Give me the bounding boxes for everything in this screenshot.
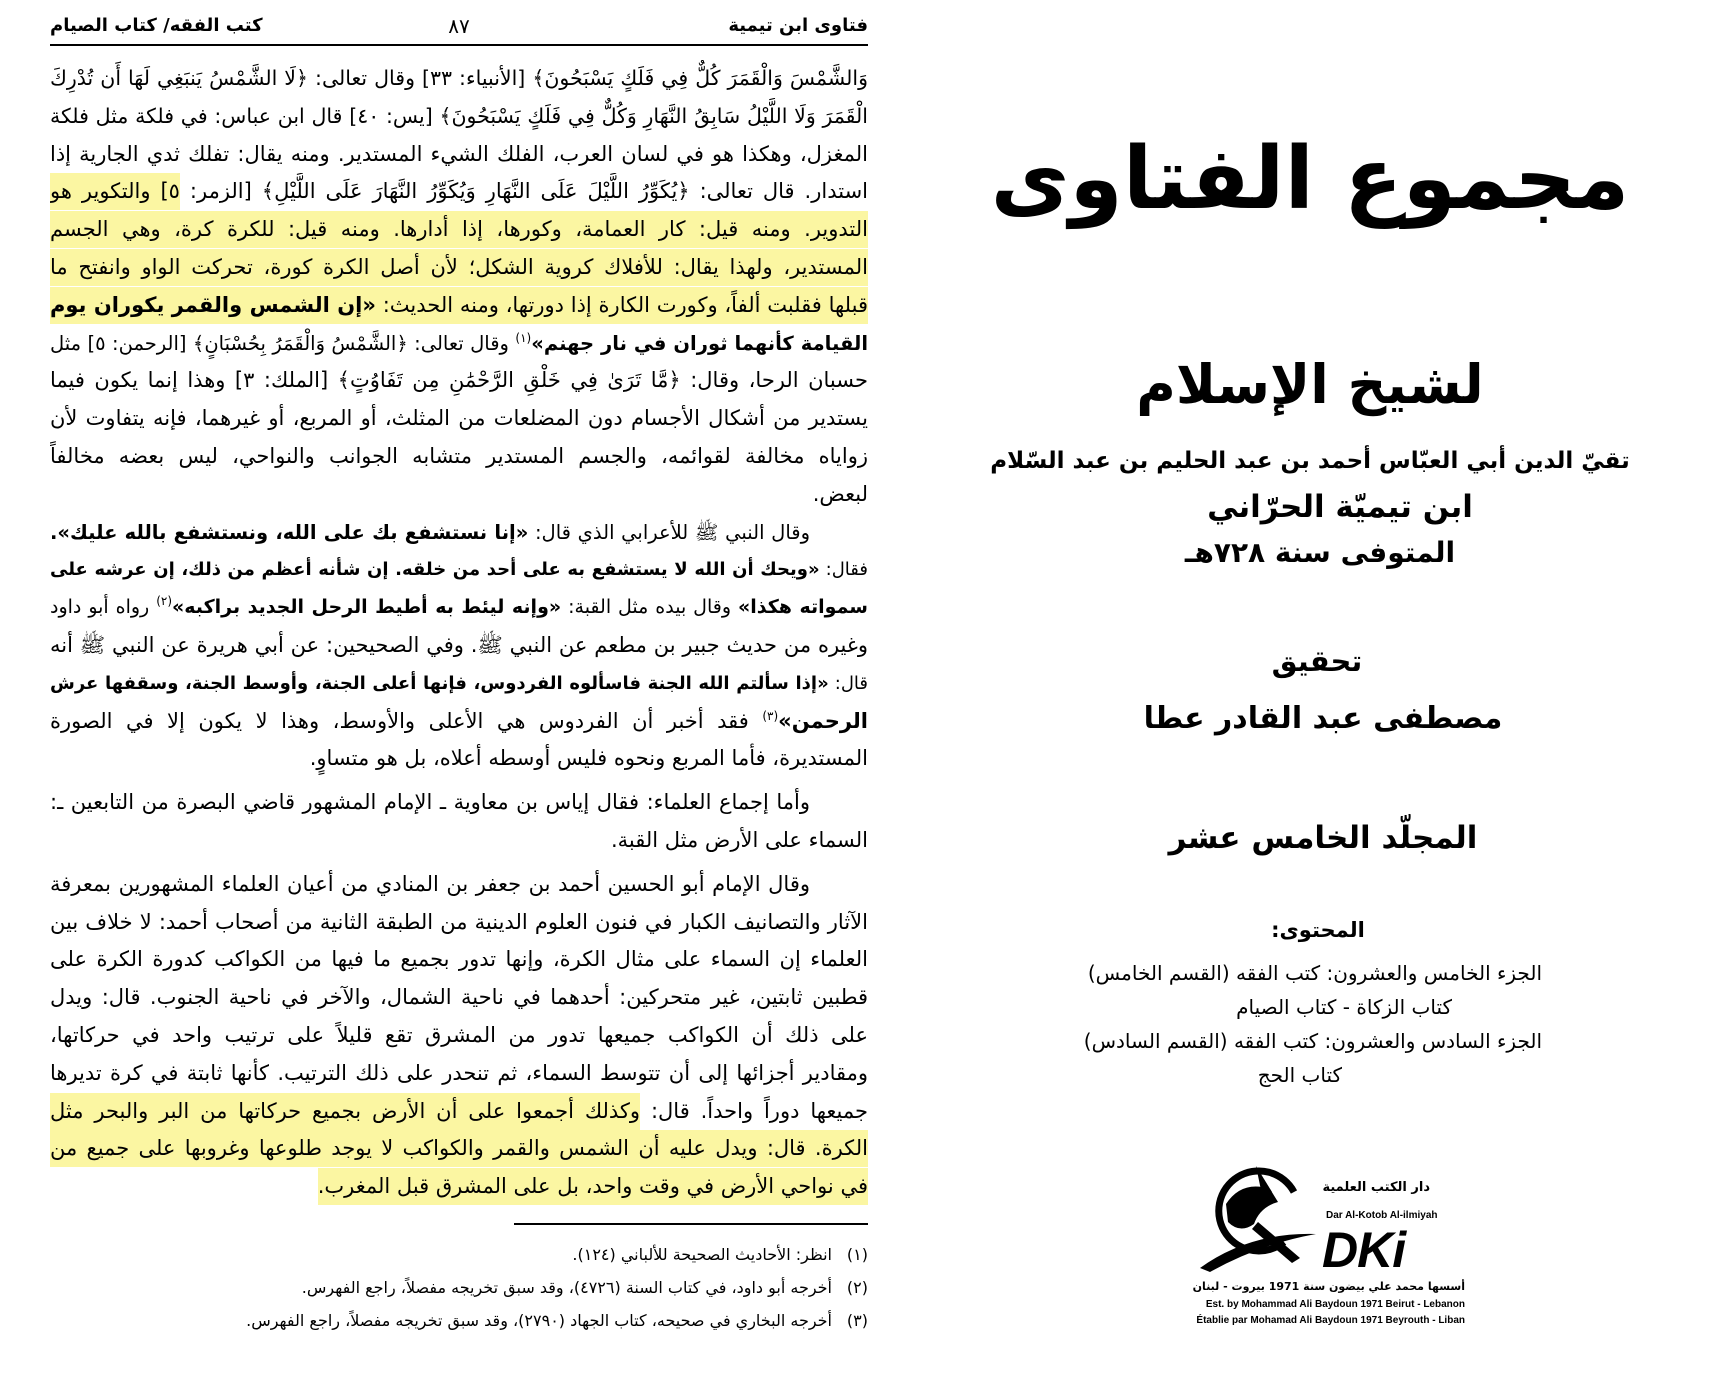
text-line [50, 362, 868, 400]
text-line [50, 551, 868, 589]
contents-books: كتاب الزكاة - كتاب الصيام [1236, 995, 1452, 1019]
section-title: كتب الفقه/ كتاب الصيام [50, 15, 263, 36]
paragraph [50, 784, 868, 860]
text-run: استدار. قال تعالى: ﴿يُكَوِّرُ اللَّيْلَ عَلَى النَّهَارِ وَيُكَوِّرُ النَّهَارَ عَلَى اللَّيْلِ﴾ [الزمر: [179, 179, 868, 204]
publisher-logo-text: DKi [1322, 1224, 1406, 1276]
text-line [50, 173, 868, 211]
text-run: وغيره من حديث جبير بن مطعم عن النبي ﷺ. وفي الصحيحين: عن أبي هريرة عن النبي ﷺ أنه [50, 632, 868, 657]
publisher-founded-english: Est. by Mohammad Ali Baydoun 1971 Beirut - Lebanon [1205, 1299, 1465, 1310]
text-run: لبعض. [812, 481, 868, 506]
quoted-text: الرحمن» [778, 708, 868, 733]
contents-part: الجزء السادس والعشرون: كتب الفقه (القسم السادس) [1083, 1029, 1542, 1053]
text-run: وقال الإمام أبو الحسين أحمد بن جعفر بن المنادي من أعيان العلماء المشهورين بمعرفة [50, 871, 810, 896]
quoted-text: «ويحك أن الله لا يستشفع به على أحد من خلقه. إن شأنه أعظم من ذلك، إن عرشه على [50, 559, 820, 581]
text-run: وَالشَّمْسَ وَالْقَمَرَ كُلٌّ فِي فَلَكٍ يَسْبَحُونَ﴾ [الأنبياء: ٣٣] وقال تعالى: ﴿لَا الشَّمْسُ يَنبَغِي لَهَا أَن تُدْرِكَ [50, 66, 868, 90]
footnote-text: أخرجه أبو داود، في كتاب السنة (٤٧٢٦)، وقد سبق تخريجه مفصلاً، راجع الفهرس. [301, 1278, 832, 1297]
text-line [50, 1055, 868, 1093]
footnote-ref: (٣) [762, 708, 779, 723]
quoted-text: «وإنه ليئط به أطيط الرحل الجديد براكبه» [172, 596, 562, 619]
page-number: ٨٧ [448, 14, 470, 38]
text-line [50, 740, 868, 778]
text-line [50, 1093, 868, 1131]
text-run: قال: [828, 672, 868, 694]
text-run: وأما إجماع العلماء: فقال إياس بن معاوية ـ الإمام المشهور قاضي البصرة من التابعين ـ: [50, 790, 810, 815]
contents-part: الجزء الخامس والعشرون: كتب الفقه (القسم الخامس) [1087, 961, 1542, 985]
footnote-number: (٢) [846, 1278, 868, 1297]
death-date: المتوفى سنة ٧٢٨هـ [1184, 536, 1456, 569]
text-line [50, 325, 868, 363]
publisher-name-english: Dar Al-Kotob Al-ilmiyah [1326, 1210, 1438, 1221]
text-run: رواه أبو داود [50, 596, 157, 619]
publisher-founded-arabic: أسسها محمد علي بيضون سنة 1971 بيروت - لبنان [1192, 1280, 1465, 1293]
text-line [50, 822, 868, 860]
text-line [50, 1168, 868, 1206]
book-title: مجموع الفتاوى [990, 129, 1630, 229]
text-line [50, 941, 868, 979]
text-run: حسبان الرحا، وقال: ﴿مَّا تَرَىٰ فِي خَلْقِ الرَّحْمَٰنِ مِن تَفَاوُتٍ﴾ [الملك: ٣] وهذا إنما يكون فيما [50, 368, 868, 393]
quoted-text: «إنا نستشفع بك على الله، ونستشفع بالله عليك». [50, 520, 529, 544]
author-prefix: لشيخ الإسلام [1136, 353, 1484, 416]
text-line [50, 1017, 868, 1055]
body-text [50, 60, 868, 1206]
text-line [50, 665, 868, 703]
text-line [50, 1130, 868, 1168]
author-name: تقيّ الدين أبي العبّاس أحمد بن عبد الحليم بن عبد السّلام [990, 448, 1630, 474]
quoted-text: «إذا سألتم الله الجنة فاسألوه الفردوس، فإنها أعلى الجنة، وأوسط الجنة، وسقفها عرش [50, 672, 829, 694]
editor-name: مصطفى عبد القادر عطا [1143, 701, 1503, 736]
text-line [50, 627, 868, 665]
footnote-text: انظر: الأحاديث الصحيحة للألباني (١٢٤). [572, 1245, 832, 1264]
text-run: الْقَمَرَ وَلَا اللَّيْلُ سَابِقُ النَّهَارِ وَكُلٌّ فِي فَلَكٍ يَسْبَحُونَ﴾ [يس: ٤٠] قال ابن عباس: في فلكة مثل فلكة [50, 103, 868, 128]
dki-emblem-icon [1198, 1162, 1318, 1274]
text-line [50, 703, 868, 741]
text-run: زواياه مخالفة لقوائمه، والجسم المستدير متشابه الجوانب والنواحي، ليس بعضه مخالفاً [50, 443, 868, 468]
footnote-ref: (٢) [156, 594, 173, 609]
paragraph [50, 514, 868, 779]
footnote [50, 1271, 868, 1304]
text-line [50, 979, 868, 1017]
footnote-rule [514, 1223, 868, 1225]
volume-label: المجلّد الخامس عشر [1168, 820, 1478, 856]
text-run: قطبين ثابتين، غير متحركين: أحدهما في ناحية الشمال، والآخر في ناحية الجنوب. قال: ويدل [50, 985, 868, 1010]
highlighted-text: «إن الشمس والقمر يكوران يوم [50, 287, 376, 324]
text-line [50, 211, 868, 249]
highlighted-text: في نواحي الأرض في وقت واحد، بل على المشرق قبل المغرب. [318, 1168, 868, 1205]
highlighted-text: التدوير. ومنه قيل: كار العمامة، وكورها، إذا أدارها. ومنه قيل: للكرة كرة، وهي الجسم [50, 211, 868, 248]
quoted-text: سمواته هكذا» [737, 596, 868, 619]
editor-label: تحقيق [1271, 644, 1363, 678]
footnotes [50, 1238, 868, 1337]
text-run: المستديرة، فأما المربع ونحوه فليس أوسطه أعلاه، بل هو متساوٍ. [309, 746, 868, 771]
text-line [50, 438, 868, 476]
highlighted-text: المستدير، ولهذا يقال: للأفلاك كروية الشكل؛ لأن أصل الكرة كورة، تحركت الواو وانفتح ما [50, 249, 868, 286]
text-line [50, 98, 868, 136]
text-run: ومقادير أجزائها إلى أن تتوسط السماء، ثم تنحدر على ذلك الترتيب. كأنها ثابتة في كرة تديرها [50, 1060, 868, 1085]
text-page [50, 0, 868, 1382]
text-line [50, 60, 868, 98]
text-run: السماء على الأرض مثل القبة. [610, 827, 868, 852]
text-line [50, 866, 868, 904]
text-run: وقال النبي ﷺ للأعرابي الذي قال: [528, 520, 810, 544]
header-rule [50, 44, 868, 46]
text-run: فقد أخبر أن الفردوس هي الأعلى والأوسط، وهذا لا يكون إلا في الصورة [50, 708, 763, 733]
highlighted-text: ٥] والتكوير هو [50, 173, 180, 210]
text-run: يستدير من أشكال الأجسام دون المضلعات من المثلث، أو المربع، أو غيرهما، فإنه يتفاوت لأن [50, 406, 868, 431]
text-run: المغزل، وهكذا هو في لسان العرب، الفلك الشيء المستدير. ومنه يقال: تفلك ثدي الجارية إذا [50, 141, 868, 166]
text-run: فقال: [819, 559, 868, 581]
text-line [50, 784, 868, 822]
running-title: فتاوى ابن تيمية [728, 15, 868, 36]
publisher-founded-french: Établie par Mohamad Ali Baydoun 1971 Beyrouth - Liban [1196, 1315, 1465, 1326]
quoted-text: القيامة كأنهما ثوران في نار جهنم» [531, 331, 868, 355]
text-run: وقال بيده مثل القبة: [561, 596, 738, 619]
footnote [50, 1238, 868, 1271]
text-line [50, 514, 868, 552]
text-run: وقال تعالى: ﴿الشَّمْسُ وَالْقَمَرُ بِحُسْبَانٍ﴾ [الرحمن: ٥] مثل [50, 331, 516, 355]
footnote [50, 1304, 868, 1337]
footnote-number: (٣) [846, 1311, 868, 1330]
footnote-ref: (١) [515, 330, 532, 345]
footnote-text: أخرجه البخاري في صحيحه، كتاب الجهاد (٢٧٩٠)، وقد سبق تخريجه مفصلاً، راجع الفهرس. [246, 1311, 832, 1330]
highlighted-text: وكذلك أجمعوا على أن الأرض بجميع حركاتها من البر والبحر مثل [50, 1093, 640, 1130]
text-line [50, 400, 868, 438]
publisher-name-arabic: دار الكتب العلمية [1322, 1180, 1430, 1195]
text-line [50, 136, 868, 174]
highlighted-text: قبلها فقلبت ألفاً، وكورت الكارة إذا دورتها، ومنه الحديث: [376, 287, 868, 324]
text-run: العلماء إن السماء على مثال الكرة، وإنها تدور بجميع ما فيها من الكواكب كدورة الكرة على [50, 947, 868, 972]
text-run: جميعها دوراً واحداً. قال: [640, 1098, 868, 1123]
text-run: الآثار والتصانيف الكبار في فنون العلوم الدينية من الطبقة الثانية من أصحاب أحمد: لا خلاف بين [50, 909, 868, 934]
highlighted-text: الكرة. قال: ويدل عليه أن الشمس والقمر والكواكب لا يوجد طلوعها وغروبها على جميع من [50, 1130, 868, 1167]
paragraph [50, 866, 868, 1206]
text-line [50, 249, 868, 287]
text-run: على ذلك أن الكواكب جميعها تدور من المشرق تقع قليلاً على ترتيب واحد في حركاتها، [50, 1022, 868, 1047]
paragraph [50, 60, 868, 514]
footnote-number: (١) [846, 1245, 868, 1264]
author-nisba: ابن تيميّة الحرّاني [1207, 489, 1473, 525]
contents-books: كتاب الحج [1257, 1063, 1342, 1087]
contents-label: المحتوى: [1271, 918, 1365, 942]
text-line [50, 589, 868, 627]
text-line [50, 904, 868, 942]
text-line [50, 476, 868, 514]
text-line [50, 287, 868, 325]
